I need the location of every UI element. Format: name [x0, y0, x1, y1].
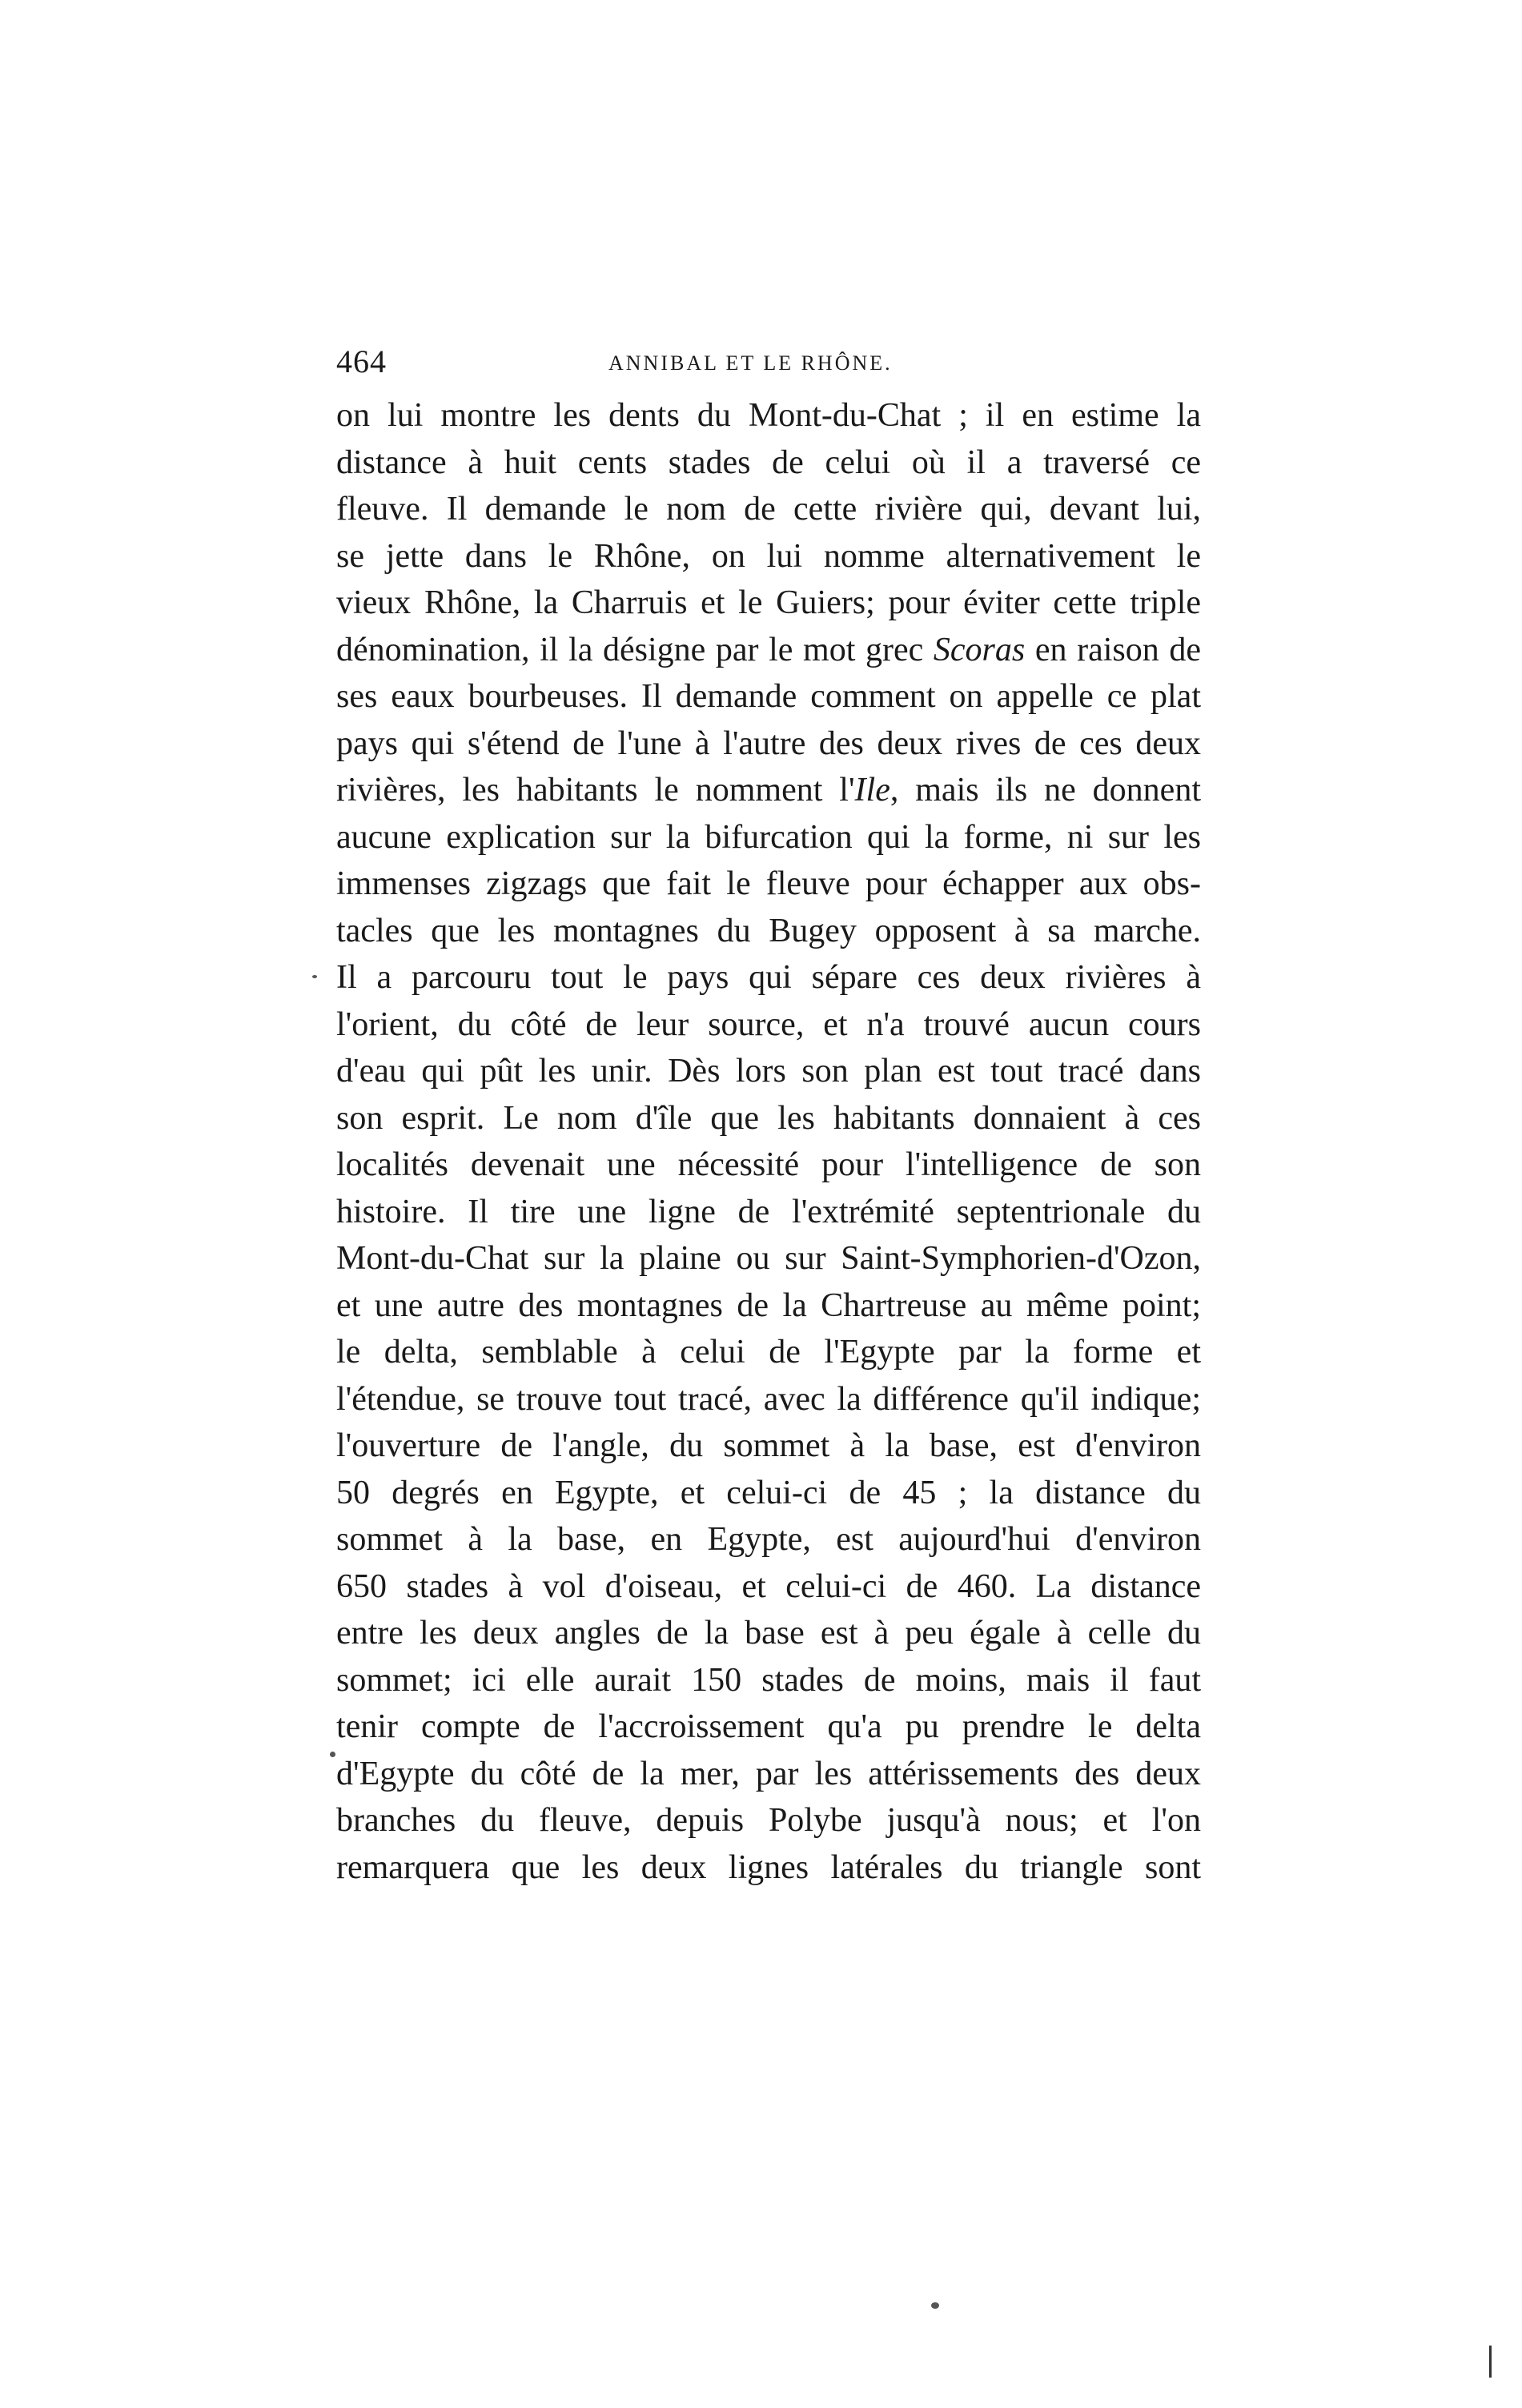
text-line [336, 673, 1201, 720]
text-segment: aucune explication sur la bifurcation qui la forme, ni sur les [336, 818, 1201, 856]
text-segment: l'étendue, se trouve tout tracé, avec la différence qu'il indique; [336, 1380, 1201, 1418]
text-segment: se jette dans le Rhône, on lui nomme alternativement le [336, 537, 1201, 575]
text-segment: sommet à la base, en Egypte, est aujourd'hui d'environ [336, 1521, 1201, 1558]
text-line [336, 627, 1201, 674]
text-line [336, 533, 1201, 580]
text-segment: immenses zigzags que fait le fleuve pour échapper aux obs- [336, 865, 1201, 902]
text-line [336, 1095, 1201, 1142]
scan-speck [330, 1752, 335, 1757]
text-segment: distance à huit cents stades de celui où il a traversé ce [336, 443, 1201, 481]
text-segment: entre les deux angles de la base est à peu égale à celle du [336, 1615, 1201, 1651]
text-segment: d'eau qui pût les unir. Dès lors son plan est tout tracé dans [336, 1053, 1201, 1090]
text-line [336, 1142, 1201, 1189]
scan-speck [931, 2302, 939, 2309]
text-segment: Mont-du-Chat sur la plaine ou sur Saint-Symphorien-d'Ozon, [336, 1240, 1201, 1277]
running-title: ANNIBAL ET LE RHÔNE. [608, 351, 893, 375]
text-segment: rivières, les habitants le nomment l' [336, 772, 855, 809]
body-text [336, 392, 1201, 1891]
text-line [336, 1751, 1201, 1798]
text-segment: d'Egypte du côté de la mer, par les attérissements des deux [336, 1755, 1201, 1792]
text-segment: dénomination, il la désigne par le mot grec [336, 631, 934, 668]
italic-term: Scoras [933, 631, 1026, 668]
text-segment: on lui montre les dents du Mont-du-Chat ; il en estime la [336, 397, 1201, 434]
text-segment: vieux Rhône, la Charruis et le Guiers; pour éviter cette triple [336, 584, 1201, 621]
text-segment: pays qui s'étend de l'une à l'autre des deux rives de ces deux [336, 724, 1201, 762]
scan-edge-mark [1489, 2346, 1492, 2378]
text-segment: Il a parcouru tout le pays qui sépare ces deux rivières à [336, 959, 1201, 996]
text-line [336, 1657, 1201, 1704]
text-segment: en raison de [1025, 631, 1201, 668]
text-segment: fleuve. Il demande le nom de cette rivière qui, devant lui, [336, 491, 1201, 528]
text-segment: son esprit. Le nom d'île que les habitants donnaient à ces [336, 1099, 1201, 1137]
text-line [336, 908, 1201, 955]
text-line [336, 1470, 1201, 1517]
text-segment: et une autre des montagnes de la Chartreuse au même point; [336, 1286, 1201, 1324]
text-line [336, 580, 1201, 627]
text-segment: 50 degrés en Egypte, et celui-ci de 45 ; la distance du [336, 1474, 1201, 1511]
text-line [336, 954, 1201, 1001]
page-header [336, 338, 1201, 386]
text-segment: localités devenait une nécessité pour l'intelligence de son [336, 1146, 1201, 1183]
text-line [336, 1189, 1201, 1236]
text-line [336, 720, 1201, 768]
text-segment: branches du fleuve, depuis Polybe jusqu'à nous; et l'on [336, 1802, 1201, 1839]
text-line [336, 486, 1201, 533]
page-number: 464 [336, 343, 387, 379]
text-line [336, 861, 1201, 908]
text-segment: l'orient, du côté de leur source, et n'a trouvé aucun cours [336, 1005, 1201, 1043]
text-segment: 650 stades à vol d'oiseau, et celui-ci de 460. La distance [336, 1567, 1201, 1605]
text-line [336, 1610, 1201, 1657]
text-line [336, 1048, 1201, 1095]
text-segment: l'ouverture de l'angle, du sommet à la base, est d'environ [336, 1427, 1201, 1464]
italic-term: Ile [854, 772, 890, 809]
text-line [336, 814, 1201, 861]
text-line [336, 1329, 1201, 1376]
text-segment: , mais ils ne donnent [890, 772, 1201, 809]
text-line [336, 1423, 1201, 1470]
text-segment: remarquera que les deux lignes latérales du triangle sont [336, 1848, 1201, 1886]
text-segment: sommet; ici elle aurait 150 stades de moins, mais il faut [336, 1661, 1201, 1699]
text-line [336, 1797, 1201, 1844]
text-line [336, 767, 1201, 814]
text-segment: tacles que les montagnes du Bugey opposent à sa marche. [336, 912, 1201, 949]
text-line [336, 1282, 1201, 1330]
text-segment: le delta, semblable à celui de l'Egypte par la forme et [336, 1334, 1201, 1371]
text-line [336, 1001, 1201, 1049]
text-line [336, 439, 1201, 487]
text-segment: tenir compte de l'accroissement qu'a pu prendre le delta [336, 1708, 1201, 1745]
text-segment: histoire. Il tire une ligne de l'extrémité septentrionale du [336, 1193, 1201, 1230]
text-line [336, 1376, 1201, 1423]
text-line [336, 1704, 1201, 1751]
text-line [336, 1516, 1201, 1563]
text-line [336, 392, 1201, 439]
text-line [336, 1235, 1201, 1282]
scan-speck [312, 975, 317, 978]
text-line [336, 1563, 1201, 1611]
text-line [336, 1844, 1201, 1892]
text-segment: ses eaux bourbeuses. Il demande comment on appelle ce plat [336, 678, 1201, 715]
